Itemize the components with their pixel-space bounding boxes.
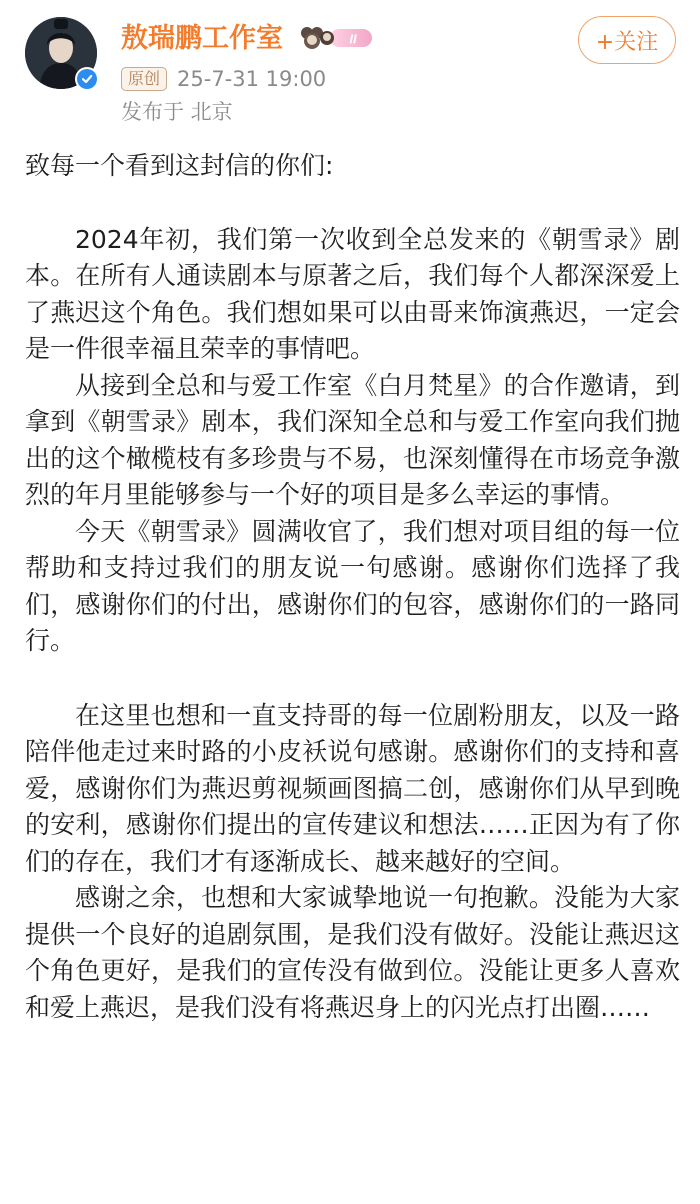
author-name[interactable]: 敖瑞鹏工作室 bbox=[121, 23, 283, 54]
post-paragraph: 在这里也想和一直支持哥的每一位剧粉朋友，以及一路陪伴他走过来时路的小皮袄说句感谢。感谢你们的支持和喜爱，感谢你们为燕迟剪视频画图搞二创，感谢你们从早到晚的安利，感谢你们提出的宣传建议和想法……正因为有了你们的存在，我们才有逐渐成长、越来越好的空间。 bbox=[25, 700, 680, 876]
member-level: II bbox=[349, 31, 357, 47]
member-badge-icon bbox=[300, 24, 374, 52]
paragraph-spacer bbox=[25, 660, 680, 698]
post-header bbox=[0, 0, 700, 130]
verified-check-icon bbox=[80, 72, 94, 86]
verified-badge bbox=[75, 67, 99, 91]
post-location: 发布于 北京 bbox=[121, 100, 233, 124]
member-badges[interactable] bbox=[300, 24, 374, 52]
post-paragraph: 2024年初，我们第一次收到全总发来的《朝雪录》剧本。在所有人通读剧本与原著之后，我们每个人都深深爱上了燕迟这个角色。我们想如果可以由哥来饰演燕迟，一定会是一件很幸福且荣幸的事情吧。 bbox=[25, 224, 680, 363]
post-paragraph: 感谢之余，也想和大家诚挚地说一句抱歉。没能为大家提供一个良好的追剧氛围，是我们没有做好。没能让燕迟这个角色更好，是我们的宣传没有做到位。没能让更多人喜欢和爱上燕迟，是我们没有将燕迟身上的闪光点打出圈…… bbox=[25, 883, 680, 1022]
post-body bbox=[25, 148, 680, 1026]
post-greeting: 致每一个看到这封信的你们: bbox=[25, 151, 334, 180]
post-paragraph: 从接到全总和与爱工作室《白月梵星》的合作邀请，到拿到《朝雪录》剧本，我们深知全总和与爱工作室向我们抛出的这个橄榄枝有多珍贵与不易，也深刻懂得在市场竞争激烈的年月里能够参与一个好的项目是多么幸运的事情。 bbox=[25, 370, 680, 509]
post-meta-row bbox=[121, 65, 326, 93]
paragraph-spacer bbox=[25, 185, 680, 222]
post-paragraph: 今天《朝雪录》圆满收官了，我们想对项目组的每一位帮助和支持过我们的朋友说一句感谢。感谢你们选择了我们，感谢你们的付出，感谢你们的包容，感谢你们的一路同行。 bbox=[25, 516, 680, 655]
original-tag: 原创 bbox=[121, 67, 167, 91]
follow-button[interactable]: +关注 bbox=[578, 16, 676, 64]
post-time: 25-7-31 19:00 bbox=[177, 67, 327, 91]
